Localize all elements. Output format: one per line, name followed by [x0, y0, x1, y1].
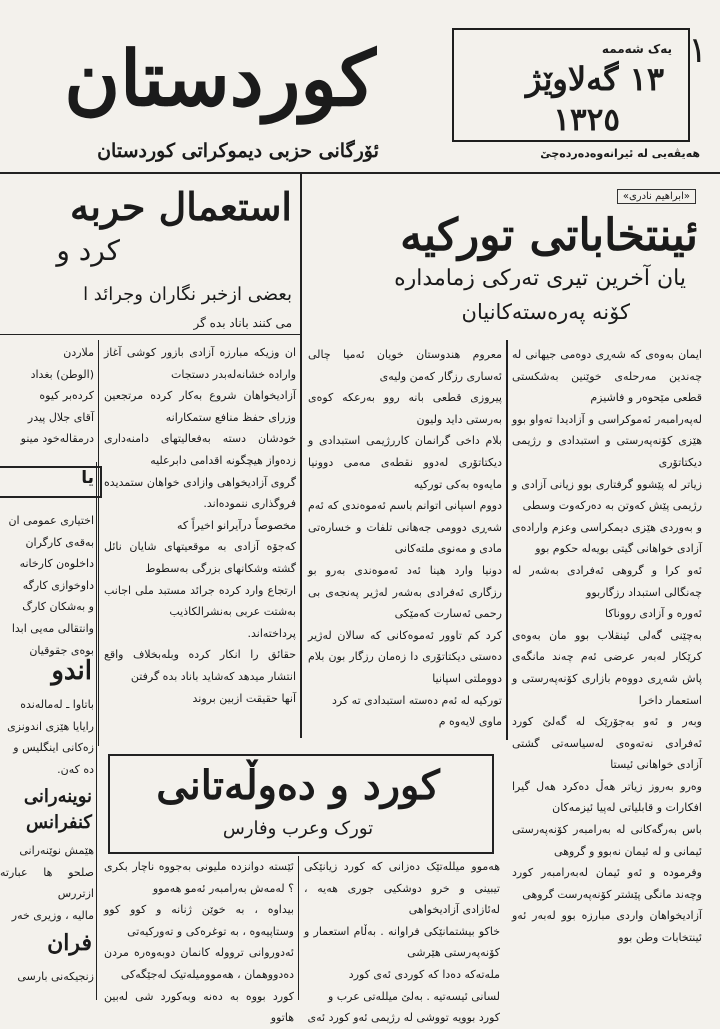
- section-divider: [0, 334, 300, 335]
- paragraph-line: معروم هندوستان خویان ئەمیا چالی ئەساری رزگار کەمن ولیەی: [308, 348, 502, 383]
- paragraph-line: ئەدوروانی تروولە کانمان دوبەوەرە مردن دەدووهمان ، هەموومیلەتیک لەجێگەکی: [104, 946, 294, 981]
- headline-kurds-and-states: کورد و دەوڵەتانی: [156, 762, 440, 809]
- paragraph-line: هێمش نوێنەرانی: [19, 844, 94, 857]
- headline-sub-2: کۆنە پەرەستەکانیان: [461, 300, 630, 324]
- bottom-column-right: [304, 856, 500, 1025]
- page-marker: ۱: [688, 30, 708, 71]
- paragraph-line: زەکانی اینگلیس و: [13, 741, 94, 755]
- date-year: ١٣٢٥: [553, 102, 620, 138]
- paragraph-line: داوخوازی کارگە: [22, 578, 94, 592]
- paragraph-line: لەپەرامبەر ئەموکراسی و آزادیدا تەواو بوو هێزی کۆنەپەرستی و استبدادی و رژیمی دیکتاتۆری: [512, 412, 702, 469]
- paragraph-line: پرداختەاند.: [247, 626, 296, 640]
- date-box: [452, 28, 690, 142]
- paragraph-line: زیاتر لە پێشوو گرفتاری بوو زیانی آزادی و رژیمی پێش کەوتن بە دەرکەوت وسطی: [512, 477, 702, 513]
- paragraph-line: کردەبر کیوە: [39, 389, 94, 403]
- paragraph-line: ماوی لایەوە م: [438, 715, 502, 729]
- paragraph-line: رایایا هێزی اندونزی: [7, 719, 94, 733]
- paragraph-line: وبەر و ئەو بەجۆرێک لە گەلێ کورد ئەفرادی نەتەوەی لەسیاسەتی گشتی آزادی خواهانی ئیستا: [512, 715, 702, 772]
- paragraph-line: تورکیە لە ئەم دەستە استبدادی تە کرد: [331, 693, 502, 707]
- paragraph-line: داخلوەن کارخانە: [19, 557, 94, 571]
- publication-note: هەیڤەیی لە ئیرانەوەدەردەچێ: [540, 147, 700, 160]
- newspaper-title: کوردستان: [64, 34, 376, 123]
- paragraph-line: آزادیخواهان شروع بەکار کردە مرتجعین وزرای حفظ منافع ستمکارانە: [104, 389, 296, 424]
- paragraph-line: و بەشکان کارگ: [22, 600, 94, 614]
- paragraph-line: بیداوە ، بە خوێن ژنانە و کوو کوو وستاپیەوە ، بە توغرەکی و تەورکیەتی: [104, 903, 294, 938]
- bottom-column-left: [104, 856, 294, 1025]
- paragraph-line: بلام داخی گرانمان کاررژیمی استبدادی و دیکتاتۆری لەدوو نقطەی مەمی دوونیا مایەوە بەکی تورکیە: [308, 434, 502, 491]
- paragraph-line: ملەتەکە دەدا کە کوردی ئەی کورد: [348, 967, 500, 981]
- paragraph-line: گروی آزادیخواهی وازادی خواهان ستمدیدە فروگذاری ننمودەاند.: [104, 475, 296, 511]
- paragraph-line: دووم اسپانی اتوانم باسم ئەموەندی کە ئەم شەڕی دوومی جەهانی تلفات و خسارەتی مادی و مەنوی ملتەکانی: [308, 499, 502, 556]
- left-fragment-column-2: [0, 694, 94, 782]
- paragraph-line: و بەوردی هێزی دیمکراسی وعزم وارادەی آزادی خواهانی گیتی بویەلە حکوم بوو: [512, 520, 702, 556]
- headline-kurds-sub: تورک وعرب وفارس: [222, 818, 374, 839]
- paragraph-line: وەرو بەروز زیاتر هەڵ دەکرد هەل گیرا افکارات و قابلیاتی لەپیا ئیزمەکان: [512, 779, 702, 815]
- left-fragment-column-4: [0, 966, 94, 996]
- paragraph-line: ئەو کرا و گروهی ئەفرادی بەشەر لە چەنگالی استبداد رزگاربوو: [512, 563, 702, 599]
- paragraph-line: کرد کم تاوور ئەموەکانی کە سالان لەژیر دەستی دیکتاتۆری دا زەمان رزگار بون بلام دووملتی اسپانیا: [308, 628, 502, 685]
- paragraph-line: ان وزیکە مبارزە آزادی بازور کوشی آغاز وارادە خشانەلەبدر دستجات: [104, 346, 296, 381]
- paragraph-line: بوەی جقوقیان: [29, 643, 94, 657]
- paragraph-line: وفرموده و ئەو ئیمان لەبەرامبەر کورد وچەند مانگی پێشتر کۆنەپەرست گروهی: [512, 866, 702, 901]
- paragraph-line: زنجیکەنی بارسی: [17, 970, 94, 983]
- column-rule: [300, 172, 302, 738]
- paragraph-line: باس بەرگەکانی لە بەرامبەر کۆنەپەرستی ئیمانی و لە ئیمان نەبوو و گروهی: [512, 823, 702, 858]
- headline-turkey-elections: ئینتخاباتی تورکیە: [400, 210, 698, 261]
- headline-persian-sub: کرد و: [56, 234, 120, 267]
- paragraph-line: خاکو بیشتمانێکی فراوانە . بەڵام استعمار و کۆنەپەرستی هێرشی: [304, 924, 500, 960]
- date-day-month: ١٣ گەلاوێژ: [525, 60, 664, 98]
- paragraph-line: بەقەی کارگران: [25, 535, 94, 549]
- left-heading-indonesia: اندو: [51, 656, 92, 686]
- paragraph-line: آنها حقیقت ازبین بروند: [192, 691, 296, 705]
- left-fragment-column: [0, 510, 94, 662]
- paragraph-line: باتاوا ـ لەمالەندە: [20, 698, 94, 711]
- paragraph-line: کورد بووە بە دەنە وبەکورد شی لەبین هاتوو: [104, 989, 294, 1025]
- persian-column-fragment: [0, 342, 94, 462]
- paragraph-line: درمقالەخود مینو: [20, 432, 94, 446]
- paragraph-line: وانتقالی مەیی ابدا: [11, 621, 94, 635]
- paragraph-line: مخصوصاً درآیرانو اخیراً کە: [176, 518, 296, 532]
- headline-sub-1: یان آخرین تیری تەرکی زمامدارە: [394, 266, 686, 291]
- column-rule: [96, 462, 97, 1000]
- paragraph-line: ئەورە و آزادی رووناکا: [604, 607, 702, 621]
- column-rule: [506, 340, 508, 740]
- paragraph-line: ملاردن: [63, 346, 94, 359]
- paragraph-line: مالیە ، وزیری خەر: [11, 908, 94, 922]
- paragraph-line: لسانی ئیسەتیە . بەلێ میللەتی عرب و: [328, 989, 500, 1003]
- left-heading-representatives: نوینەرانی: [23, 786, 92, 807]
- paragraph-line: دونیا وارد هینا ئەد ئەموەندی بەرو بو رزگاری ئەفرادی بەشەر لەژیر پەنجەی بی رحمی ئەسارت کەمێکی: [308, 563, 502, 621]
- masthead-divider: [0, 172, 720, 174]
- left-box-label: یا: [0, 466, 102, 498]
- article-column-left: [308, 344, 502, 736]
- paragraph-line: کورد بوویە تووشی لە رژیمی ئەو کورد ئەی: [307, 1011, 500, 1025]
- paragraph-line: آقای جلال پیدر: [27, 410, 94, 424]
- paragraph-line: ایمان بەوەی کە شەڕی دوەمی جیهانی لە چەندین مەرحلەی خوێنین بەشکستی قطعی مێحوەر و فاشیزم: [512, 348, 702, 405]
- article-column-right: [512, 344, 702, 945]
- paragraph-line: صلحو ها عبارتە ازتررس: [0, 865, 94, 901]
- paragraph-line: اختیاری عمومی ان: [8, 514, 94, 527]
- persian-lead-line-2: می کنند باناد بدە گر: [193, 316, 292, 330]
- paragraph-line: کەجۆە آزادی بە موقعیتهای شایان نائل گشتە وشکانهای بزرگی بەسطوط: [104, 540, 296, 575]
- column-rule: [298, 856, 299, 1000]
- paragraph-line: دە کەن.: [57, 762, 94, 776]
- paragraph-line: ئێستە دوانزدە ملیونی بەجووە ناچار بکری ؟ لەمەش بەرامبەر ئەمو هەموو: [104, 860, 294, 895]
- persian-column-main: [104, 342, 296, 752]
- bottom-headline-box: [108, 754, 494, 854]
- paragraph-line: حقائق را انکار کردە وبلەبخلاف واقع انتشار میدهد کەشاید باناد بدە گرفتن: [104, 648, 296, 683]
- paragraph-line: پیروزی قطعی بانە روو بەرعکه کوەی بەرستی داید ولیون: [308, 391, 502, 426]
- article-author: «ابراهیم نادری»: [617, 189, 696, 204]
- left-fragment-column-3: [0, 840, 94, 922]
- newspaper-subtitle: ئۆرگانی حزبی دیموکراتی کوردستان: [97, 140, 379, 162]
- left-heading-conference: کنفرانس: [26, 812, 92, 833]
- date-weekday: یەک شەممە: [601, 42, 672, 56]
- paragraph-line: خودشان دستە بەفعالیتهای دامنەداری زدەواز هیچگونە اقدامی دابرعلیە: [104, 432, 296, 467]
- paragraph-line: بەچێنی گەلی ئینقلاب بوو مان بەوەی کرێکار لەبەر عرضی ئەم چەند مانگەی پاش شەڕی دووەم بازاری کۆنەپەرستی و استعمار داخرا: [512, 628, 702, 707]
- column-rule: [98, 340, 99, 746]
- paragraph-line: آزادیخواهان واردی مبارزە بوو لەبەر ئەو ئینتخابات وطن بوو: [512, 909, 702, 945]
- paragraph-line: ارتجاع وارد کردە جرائد مستبد ملی اجانب بەشتت عربی بەنشرالکاذیب: [104, 583, 296, 619]
- left-heading-france: فران: [47, 930, 92, 956]
- paragraph-line: هەموو میللەتێک دەزانی کە کورد زیانێکی تیبینی و خرو دوشکیی جوری هەیە ، لەئازادی آزادیخواهی: [304, 860, 500, 917]
- headline-use-of-weapon: استعمال حربە: [70, 184, 292, 229]
- paragraph-line: (الوطن) بغداد: [30, 367, 94, 381]
- persian-lead-line: بعضی ازخبر نگاران وجرائد ا: [83, 284, 292, 305]
